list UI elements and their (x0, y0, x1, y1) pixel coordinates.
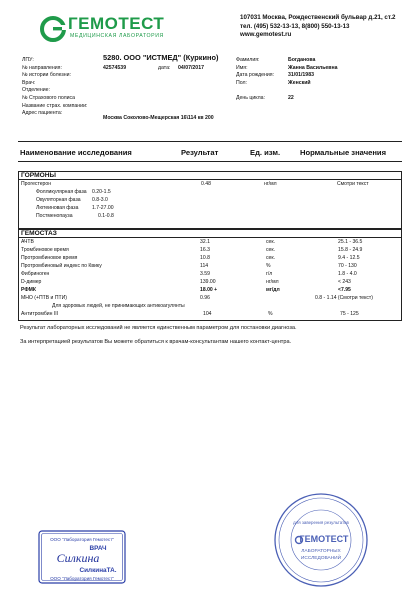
lpu-label: ЛПУ: (22, 57, 34, 63)
test-name: Протромбиновое время (21, 255, 78, 261)
lab-stamp (273, 492, 369, 588)
phase-range: 0.8-3.0 (92, 197, 108, 203)
hemostasis-title-divider (18, 237, 402, 238)
table-row (18, 311, 402, 319)
phase-name: Постменопауза (36, 213, 73, 219)
disclaimer-note: Результат лабораторных исследований не является единственным параметром для постановки диагноза. (20, 325, 297, 331)
phase-row (18, 189, 402, 197)
address-value: Москва Соколово-Мещерская 16\114 кв 200 (103, 115, 214, 121)
col-test: Наименование исследования (20, 148, 132, 157)
phase-row (18, 213, 402, 221)
test-normal: 0.8 - 1.14 (Смотри текст) (315, 295, 373, 301)
spacer-row (288, 87, 398, 95)
phase-name: Лютеиновая фаза (36, 205, 79, 211)
test-result: 3.59 (200, 271, 210, 277)
test-unit: нг/мл (266, 279, 279, 285)
date-value: 04/07/2017 (178, 64, 204, 71)
surname-value: Богданова (288, 57, 316, 63)
test-result: 114 (200, 263, 209, 269)
test-normal: 25.1 - 36.5 (338, 239, 363, 245)
policy-label: № Страхового полиса (22, 94, 75, 101)
test-result: 104 (203, 311, 212, 317)
brand-subtitle: МЕДИЦИНСКАЯ ЛАБОРАТОРИЯ (70, 33, 164, 39)
table-row (18, 295, 402, 303)
date-label: дата: (158, 64, 171, 71)
birth-value: 31/01/1983 (288, 72, 314, 79)
test-unit: сек. (266, 247, 276, 253)
cycle-label: День цикла: (236, 94, 265, 101)
lab-stamp-line2: ИССЛЕДОВАНИЙ (300, 556, 342, 561)
test-result: 10.8 (200, 255, 210, 261)
referral-label: № направления: (22, 64, 62, 71)
patient-info-values-left (103, 55, 243, 72)
lab-stamp-line1: ЛАБОРАТОРНЫХ (301, 549, 341, 554)
test-normal: 15.8 - 24.9 (338, 247, 363, 253)
table-row (18, 255, 402, 263)
lab-contacts (240, 14, 410, 40)
address-label: Адрес пациента: (22, 110, 63, 117)
test-result: 16.3 (200, 247, 210, 253)
cycle-value: 22 (288, 94, 294, 101)
brand-logo (40, 14, 190, 44)
table-row (18, 287, 402, 295)
brand-name: ГЕМОТЕСТ (68, 14, 165, 33)
patient-info-values-right (288, 57, 398, 103)
col-unit: Ед. изм. (250, 148, 281, 157)
test-unit: сек. (266, 239, 276, 245)
stamp-doctor-name: СилкинаТА. (79, 567, 117, 574)
surname-label: Фамилия: (236, 57, 260, 63)
stamp-title: ВРАЧ (89, 545, 107, 552)
table-row (18, 271, 402, 279)
test-normal: Смотри текст (337, 181, 369, 187)
sex-value: Женский (288, 79, 311, 86)
test-unit: % (266, 263, 271, 269)
sex-label: Пол: (236, 79, 247, 86)
doctor-label: Врач: (22, 79, 36, 86)
phase-row (18, 205, 402, 213)
mno-note: Для здоровых людей, не принимающих антикоагулянты (52, 303, 185, 309)
name-label: Имя: (236, 64, 248, 71)
phase-name: Овуляторная фаза (36, 197, 81, 203)
history-label: № истории болезни: (22, 72, 71, 79)
test-name: АЧТВ (21, 239, 34, 245)
phase-range: 0.1-0.8 (98, 213, 114, 219)
insurance-label: Название страх. компании: (22, 102, 88, 109)
hormones-title: ГОРМОНЫ (21, 171, 56, 179)
table-row (18, 239, 402, 247)
lab-stamp-top-text: для заверения результатов (293, 520, 349, 525)
test-unit: % (268, 311, 273, 317)
test-normal: 9.4 - 12.5 (338, 255, 360, 261)
test-name: Тромбиновое время (21, 247, 69, 253)
test-result: 0.96 (200, 295, 210, 301)
lpu-value: 5280. ООО "ИСТМЕД" (Куркино) (103, 53, 219, 62)
test-name: Антитромбин III (21, 311, 59, 317)
hemostasis-title: ГЕМОСТАЗ (21, 229, 57, 237)
test-unit: сек. (266, 255, 276, 261)
mno-note-row (18, 303, 402, 311)
test-result: 32.1 (200, 239, 210, 245)
department-label: Отделение: (22, 87, 50, 94)
lab-stamp-brand: ГЕМОТЕСТ (299, 534, 349, 544)
test-result: 18.00 + (200, 287, 218, 293)
test-unit: нг/мл (264, 181, 277, 187)
stamp-bottom-text: ООО "Лаборатория Гемотест" (50, 576, 114, 581)
lab-address: 107031 Москва, Рождественский бульвар д.21, ст.2 (240, 14, 396, 21)
table-row (18, 247, 402, 255)
address-value-wrap (103, 115, 263, 123)
test-unit: мг/дл (266, 287, 280, 293)
test-result: 0.48 (201, 181, 211, 187)
test-normal: 1.8 - 4.0 (338, 271, 357, 277)
col-normal: Нормальные значения (300, 148, 387, 157)
lab-phone: тел. (495) 532-13-13, 8(800) 550-13-13 (240, 22, 350, 30)
table-row (18, 279, 402, 287)
patient-info-labels-left (22, 57, 112, 118)
test-name: Фибриноген (21, 271, 50, 277)
birth-label: Дата рождения: (236, 72, 275, 79)
test-normal: < 243 (338, 279, 351, 285)
col-result: Результат (181, 148, 219, 157)
test-name: МНО (+ПТВ и ПТИ) (21, 295, 67, 301)
doctor-stamp (38, 530, 126, 584)
consultation-note: За интерпретацией результатов Вы можете обратиться к врачам-консультантам нашего контакт-центра. (20, 339, 292, 345)
referral-value: 42574539 (103, 64, 127, 71)
table-row (18, 181, 402, 189)
phase-range: 0.20-1.5 (92, 189, 111, 195)
test-name: D-димер (21, 279, 42, 285)
test-unit: г/л (266, 271, 273, 277)
test-normal: 70 - 130 (338, 263, 357, 269)
stamp-top-text: ООО "Лаборатория Гемотест" (50, 537, 114, 542)
test-normal: 75 - 125 (340, 311, 359, 317)
test-name: Прогестерон (21, 181, 52, 187)
test-result: 139.00 (200, 279, 216, 285)
table-row (18, 263, 402, 271)
hormones-title-divider (18, 179, 402, 180)
header-divider-bottom (18, 161, 402, 162)
test-normal: <7.95 (338, 287, 351, 293)
test-name: РФМК (21, 287, 37, 293)
gemotest-logo-icon (40, 16, 66, 42)
lab-website[interactable]: www.gemotest.ru (240, 31, 292, 39)
phase-row (18, 197, 402, 205)
phase-name: Фолликулярная фаза (36, 189, 87, 195)
header-divider-top (18, 141, 402, 142)
test-name: Протромбиновый индекс по Квику (21, 263, 102, 269)
phase-range: 1.7-27.00 (92, 205, 114, 211)
name-value: Жанна Васильевна (288, 64, 338, 71)
doctor-signature: Силкина (56, 551, 100, 565)
